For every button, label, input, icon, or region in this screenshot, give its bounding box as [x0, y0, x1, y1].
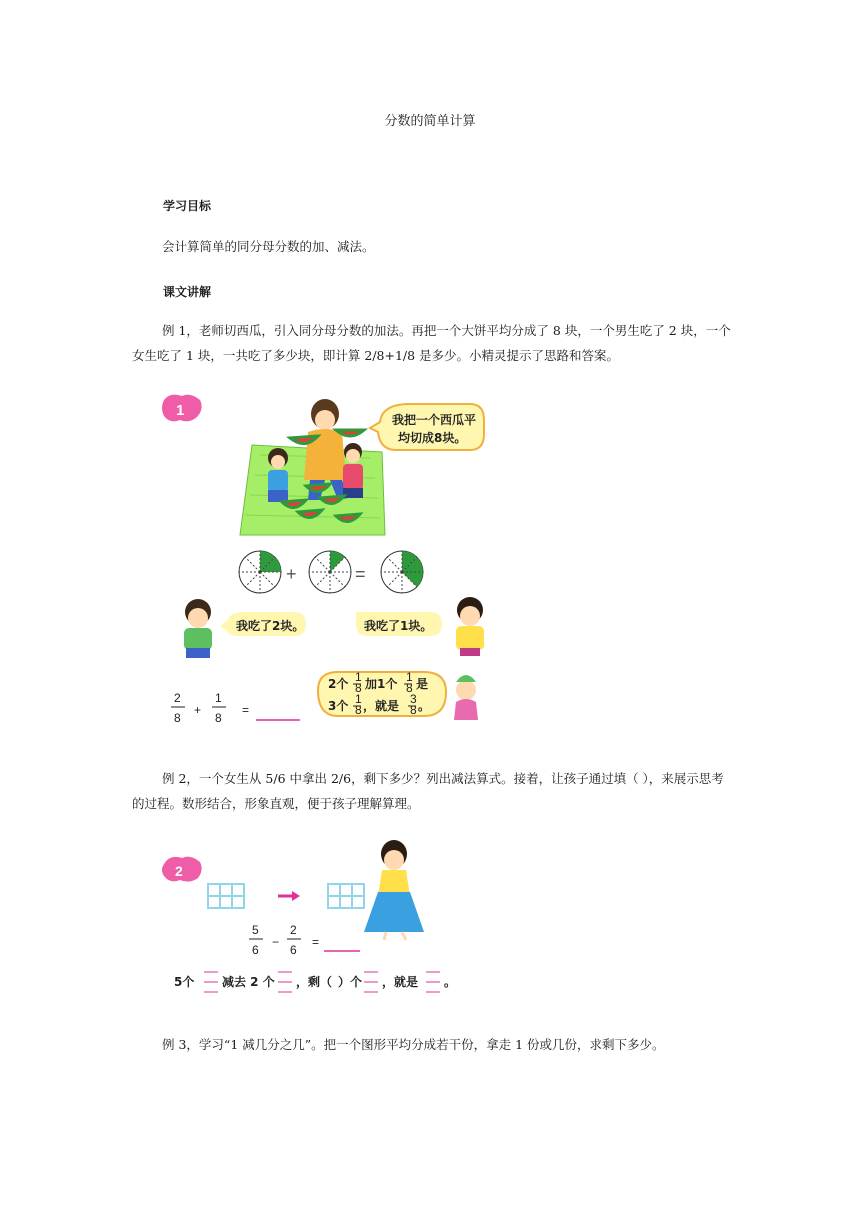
svg-text:8: 8 [355, 703, 362, 717]
example2-figure [160, 836, 480, 996]
circles-equals-sign: = [355, 564, 366, 584]
teacher-bubble-line1: 我把一个西瓜平 [392, 413, 477, 427]
svg-text:5: 5 [252, 923, 259, 937]
standing-girl-illustration [364, 840, 424, 940]
subtraction-equation [249, 923, 360, 957]
arrow-icon [278, 891, 300, 901]
badge-2-label: 2 [175, 863, 183, 879]
svg-text:3个: 3个 [328, 699, 349, 713]
badge-2-icon [162, 857, 202, 882]
svg-text:1: 1 [406, 670, 413, 684]
svg-text:。: 。 [444, 975, 457, 989]
svg-text:6: 6 [252, 943, 259, 957]
svg-text:。: 。 [418, 699, 431, 713]
addition-equation [171, 691, 300, 725]
svg-text:+: + [194, 703, 202, 717]
circles-plus-sign: + [286, 564, 297, 584]
goal-text: 会计算简单的同分母分数的加、减法。 [162, 239, 375, 254]
svg-text:）个: ）个 [338, 975, 363, 989]
example2-text: 例 2，一个女生从 5/6 中拿出 2/6，剩下多少？列出减法算式。接着，让孩子通过填（ ），来展示思考的过程。数形结合，形象直观，便于孩子理解算理。 [132, 771, 724, 811]
svg-text:3: 3 [410, 692, 417, 706]
circle-three-eighths [381, 551, 423, 593]
example1-text: 例 1，老师切西瓜，引入同分母分数的加法。再把一个大饼平均分成了 8 块，一个男生吃了 2 块，一个女生吃了 1 块，一共吃了多少块，即计算 2/8+1/8 是多少。小精灵提示了思路和答案。 [132, 323, 731, 363]
svg-text:8: 8 [174, 711, 181, 725]
svg-text:2个: 2个 [328, 677, 349, 691]
svg-text:，就是: ，就是 [382, 975, 419, 989]
svg-text:8: 8 [355, 681, 362, 695]
boy-speech-bubble [220, 612, 306, 636]
svg-text:是: 是 [416, 677, 429, 691]
page-title: 分数的简单计算 [384, 114, 476, 129]
example3-text: 例 3，学习“1 减几分之几”。把一个图形平均分成若干份，拿走 1 份或几份，求剩下多少。 [162, 1037, 665, 1052]
svg-text:8: 8 [215, 711, 222, 725]
svg-text:加1个: 加1个 [365, 677, 398, 691]
badge-1-icon [162, 395, 202, 422]
girl-bubble-text: 我吃了1块。 [364, 619, 433, 633]
teacher-speech-bubble [370, 404, 484, 450]
svg-text:8: 8 [410, 703, 417, 717]
grid-three-sixths [328, 884, 364, 908]
elf-hint-bubble [318, 670, 446, 717]
girl-on-mat-illustration [343, 443, 363, 498]
girl-illustration [456, 597, 484, 656]
circle-one-eighth [309, 551, 351, 593]
svg-text:6: 6 [290, 943, 297, 957]
badge-1-label: 1 [176, 402, 185, 419]
boy-bubble-text: 我吃了2块。 [236, 619, 305, 633]
teacher-bubble-line2: 均切成8块。 [398, 431, 467, 445]
svg-text:2: 2 [174, 691, 181, 705]
fill-in-sentence [174, 972, 456, 992]
svg-text:减去 2 个: 减去 2 个 [222, 975, 275, 989]
lesson-heading: 课文讲解 [163, 285, 212, 299]
svg-text:8: 8 [406, 681, 413, 695]
svg-text:1: 1 [215, 691, 222, 705]
boy-illustration [184, 599, 212, 658]
girl-speech-bubble [356, 612, 442, 636]
svg-text:=: = [312, 935, 320, 949]
svg-text:1: 1 [355, 692, 362, 706]
elf-illustration [454, 675, 478, 720]
grid-five-sixths [208, 884, 244, 908]
goal-heading: 学习目标 [163, 199, 212, 213]
svg-text:=: = [242, 703, 250, 717]
svg-text:，剩（: ，剩（ [296, 975, 333, 989]
example1-figure [160, 390, 505, 735]
svg-text:1: 1 [355, 670, 362, 684]
boy-on-mat-illustration [268, 448, 288, 502]
svg-text:，就是: ，就是 [363, 699, 400, 713]
svg-text:2: 2 [290, 923, 297, 937]
circle-two-eighths [239, 551, 281, 593]
svg-text:−: − [272, 935, 280, 949]
svg-text:5个: 5个 [174, 975, 195, 989]
